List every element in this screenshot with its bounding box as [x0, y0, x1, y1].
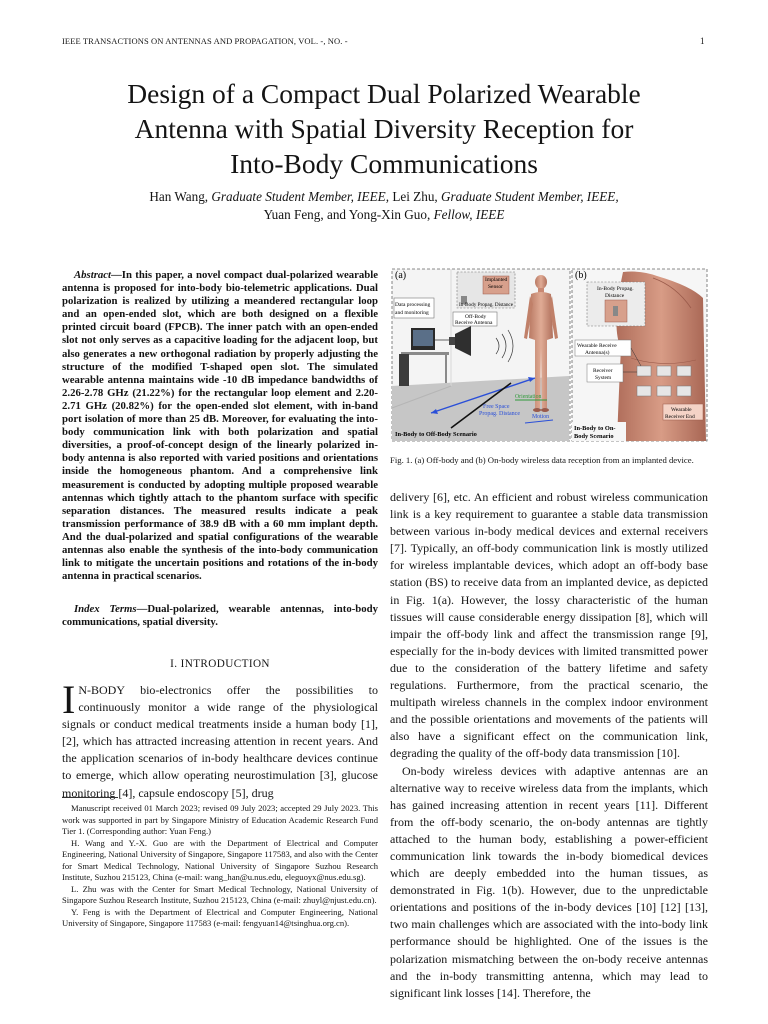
footnotes — [62, 803, 378, 930]
receiver-end-label: Wearable — [671, 407, 692, 413]
author-line-2 — [60, 206, 708, 224]
body-paragraph: On-body wireless devices with adaptive antennas are an alternative way to receive wireless data from the implants, which has gained increasing attention in recent years [11]. Different from the off-body scenario, the on-body antennas are tightly attached to the human body, establishing a power-efficient communication link towards the in-body biomedical devices which are deeply embedded into the human tissues, as demonstrated in Fig. 1(b). However, due to the unpredictable orientations and positions of the in-body devices [10] [12] [13], two main challenges which are associated with the into-body link performance should be highlighted. One of the issues is the polarization mismatching between the on-body receive antennas and the in-body transmitting antenna, which may lead to significant link losses [14]. Therefore, the — [390, 763, 708, 1000]
wearable-antenna-label: Wearable Receive — [577, 343, 617, 349]
orientation-label: Orientation — [515, 394, 542, 400]
author-block — [60, 188, 708, 224]
data-processing-label: and monitoring — [395, 310, 429, 316]
inbody-propag-label: In-Body Propag. Distance — [459, 302, 514, 308]
author-role: Graduate Student Member, IEEE, — [441, 189, 619, 204]
footnote-affiliation: H. Wang and Y.-X. Guo are with the Department of Electrical and Computer Engineering, National University of Singapore, Singapore 117583, and also with the Center for Smart Medical Technology, National University of Singapore Suzhou Research Institute, Suzhou 215123, China (e-mail: wang_han@u.nus.edu, eleguoyx@nus.edu.sg). — [62, 837, 378, 882]
implanted-sensor-label: Implanted — [485, 277, 508, 283]
right-column-text — [390, 489, 708, 1002]
author-name: Lei Zhu, — [392, 189, 438, 204]
panel-a-scenario: In-Body to Off-Body Scenario — [395, 431, 477, 438]
figure-panel-a — [392, 269, 570, 441]
offbody-antenna-label: Receive Antenna — [455, 320, 493, 326]
page-number: 1 — [700, 36, 705, 46]
abstract-label: Abstract — [74, 269, 112, 281]
introduction-text — [62, 677, 378, 802]
title-line-3: Into-Body Communications — [230, 148, 538, 179]
wearable-antenna-icon — [657, 386, 671, 396]
abstract — [62, 269, 378, 583]
panel-b-label: (b) — [575, 270, 587, 281]
author-role: Graduate Student Member, IEEE, — [211, 189, 390, 204]
wearable-antenna-icon — [637, 366, 651, 376]
free-space-label: Propag. Distance — [479, 411, 520, 417]
author-role: Fellow, IEEE — [433, 207, 505, 222]
wearable-antenna-icon — [637, 386, 651, 396]
author-line-1 — [60, 188, 708, 206]
author-name: Han Wang, — [149, 189, 209, 204]
receiver-label: System — [595, 375, 612, 381]
figure-caption — [390, 455, 708, 466]
pc-tower-icon — [399, 354, 409, 386]
caption-text: Fig. 1. (a) Off-body and (b) On-body wireless data reception from an implanted device. — [390, 455, 694, 465]
receiver-label: Receiver — [593, 368, 613, 374]
free-space-label: Free Space — [483, 404, 510, 410]
offbody-antenna-label: Off-Body — [465, 314, 487, 320]
paper-title — [60, 76, 708, 181]
footnote-manuscript: Manuscript received 01 March 2023; revised 09 July 2023; accepted 29 July 2023. This work was supported in part by Singapore Ministry of Education Academic Research Fund Tier 1. (Corresponding author: Yuan Feng.) — [62, 803, 378, 836]
motion-label: Motion — [532, 414, 550, 420]
index-terms-text: —Dual-polarized, wearable antennas, into-body communications, spatial diversity. — [62, 603, 379, 629]
inbody-propag-label: Distance — [605, 293, 625, 299]
section-heading: I. INTRODUCTION — [170, 658, 270, 670]
panel-a-label: (a) — [395, 270, 407, 281]
wearable-antenna-icon — [657, 366, 671, 376]
abstract-text: —In this paper, a novel compact dual-polarized wearable antenna is proposed for into-body bio-telemetric applications. Dual polarization is realized by utilizing a meandered rectangular loop and an open-ended slot, which are both designed on a flexible printed circuit board (FPCB). The inner patch with an open-ended slot not only serves as a capacitive loading for the adjacent loop, but also generates a new orthogonal radiation by properly adjusting the structure of the modified T-shaped open slot. The simulated wearable antenna maintains wide -10 dB impedance bandwidths of 2.26-2.78 GHz (21.22%) for the rectangular loop element and 2.20-2.71 GHz (20.82%) for the open-ended slot element, with in-band port isolation of more than 25 dB. Moreover, for evaluating the into-body communication link with both polarization and spatial diversities, a proof-of-concept design of the linearly polarized in-body antenna is also reported with varied positions and orientations inside the homogeneous phantom. And a comprehensive link measurement is conducted by adopting multiple proposed wearable antennas which tightly attach to the phantom surface with specific separation distances. The measured results indicate a peak transmission performance of 38.9 dB with a 60 mm implant depth. And the dual-polarized and spatial configurations of the wearable antennas also enable the synthesis of the into-body communication link to mitigate the uncertain positions and rotations of the in-body antenna in practical scenarios. — [62, 269, 378, 583]
title-line-1: Design of a Compact Dual Polarized Wearable — [127, 78, 641, 109]
wearable-antenna-icon — [677, 386, 691, 396]
index-terms — [62, 603, 378, 629]
footnote-rule — [62, 797, 118, 798]
intro-paragraph: N-BODY bio-electronics offer the possibilities to continuously monitor a wide range of the physiological signals or conduct medical treatments inside a human body [1], [2], which has attracted increasing attention in recent years. And the application scenarios of in-body healthcare devices continue to emerge, which allow operating neurostimulation [3], glucose monitoring [4], capsule endoscopy [5], drug — [62, 683, 378, 800]
inbody-propag-label: In-Body Propag. — [597, 286, 634, 292]
wearable-antenna-icon — [677, 366, 691, 376]
index-terms-label: Index Terms — [74, 603, 137, 615]
figure-1 — [391, 268, 708, 442]
receiver-end-label: Receiver End — [665, 414, 695, 420]
body-paragraph: delivery [6], etc. An efficient and robust wireless communication link is a key requirement to guarantee a stable data transmission between various in-body medical devices and external receivers [7]. Typically, an off-body communication link is mostly utilized for wireless implantable devices, which adopt an off-body base station (BS) to receive data from an implanted device, as depicted in Fig. 1(a). However, the lossy characteristic of the human tissues will cause considerable energy dissipation [8], which will impair the off-body link and affect the transmission range [9], especially for the in-body devices with limited transmitted power due to the consideration of the battery lifetime and safety regulations. Furthermore, from the practical scenario, the multipath wireless channels in the complex indoor environment and the possible orientations and movements of the patients will also have a significant effect on the communication link, degrading the quality of the off-body data transmission [10]. — [390, 490, 708, 761]
wearable-antenna-label: Antenna(s) — [585, 350, 610, 356]
panel-b-scenario: In-Body to On- — [574, 425, 616, 432]
implanted-sensor-label: Sensor — [488, 284, 503, 290]
panel-b-scenario: Body Scenario — [574, 433, 614, 440]
drop-cap: I — [62, 677, 76, 722]
data-processing-label: Data processing — [395, 302, 431, 308]
footnote-affiliation: Y. Feng is with the Department of Electrical and Computer Engineering, National University of Singapore, Singapore 117583 (e-mail: fengyuan14@tsinghua.org.cn). — [62, 906, 378, 928]
running-header: IEEE TRANSACTIONS ON ANTENNAS AND PROPAGATION, VOL. -, NO. - — [62, 36, 348, 46]
figure-panel-b — [572, 269, 707, 441]
author-names: Yuan Feng, and Yong-Xin Guo, — [263, 207, 431, 222]
title-line-2: Antenna with Spatial Diversity Reception for — [134, 113, 634, 144]
footnote-affiliation: L. Zhu was with the Center for Smart Medical Technology, National University of Singapore Suzhou Research Institute, Suzhou 215123, China (e-mail: zhuyl@njust.edu.cn). — [62, 883, 378, 905]
